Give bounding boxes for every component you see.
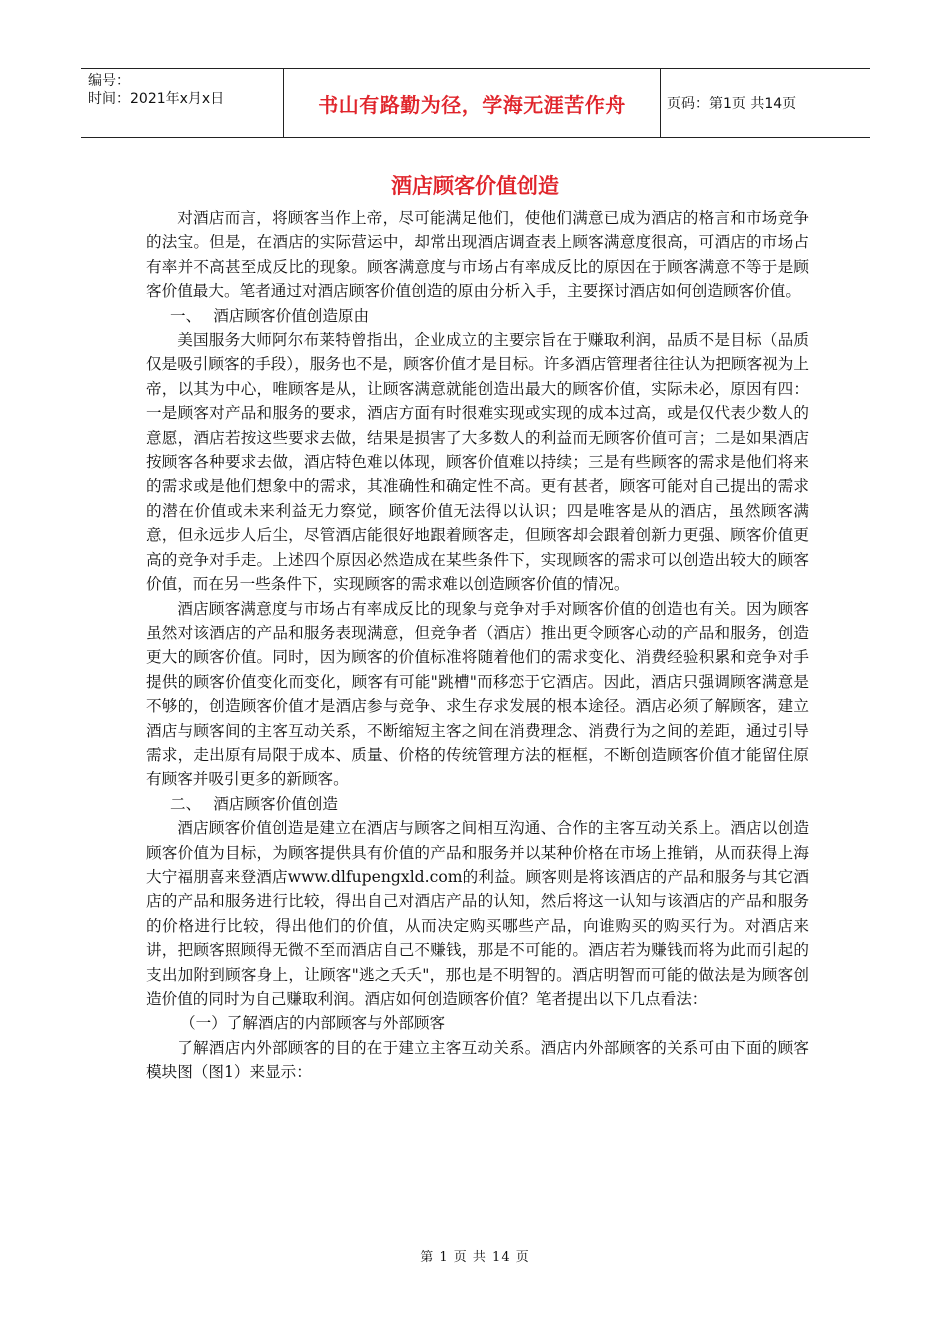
paragraph: 酒店顾客价值创造是建立在酒店与顾客之间相互沟通、合作的主客互动关系上。酒店以创造顾客价值为目标，为顾客提供具有价值的产品和服务并以某种价格在市场上推销，从而获得上海大宁福朋喜来登酒店www.dlfupengxld.com的利益。顾客则是将该酒店的产品和服务与其它酒店的产品和服务进行比较，得出自己对酒店产品的认知，然后将这一认知与该酒店的产品和服务的价格进行比较，得出他们的价值，从而决定购买哪些产品，向谁购买的购买行为。对酒店来讲，把顾客照顾得无微不至而酒店自己不赚钱，那是不可能的。酒店若为赚钱而将为此而引起的支出加附到顾客身上，让顾客"逃之夭夭"，那也是不明智的。酒店明智而可能的做法是为顾客创造价值的同时为自己赚取利润。酒店如何创造顾客价值？笔者提出以下几点看法： — [146, 819, 809, 1008]
header-page-info: 页码：第1页 共14页 — [667, 96, 797, 112]
section-heading-1 — [146, 304, 809, 328]
document-body — [146, 206, 809, 1085]
subsection-heading: （一）了解酒店的内部顾客与外部顾客 — [180, 1014, 446, 1033]
section-heading-text: 酒店顾客价值创造原由 — [213, 306, 370, 325]
header-meta — [81, 69, 284, 137]
paragraph-intro: 对酒店而言，将顾客当作上帝，尽可能满足他们，使他们满意已成为酒店的格言和市场竞争的法宝。但是，在酒店的实际营运中，却常出现酒店调查表上顾客满意度很高，可酒店的市场占有率并不高甚至成反比的现象。顾客满意度与市场占有率成反比的原因在于顾客满意不等于是顾客价值最大。笔者通过对酒店顾客价值创造的原由分析入手，主要探讨酒店如何创造顾客价值。 — [146, 209, 809, 301]
section-heading-2 — [146, 792, 809, 816]
section-heading-text: 酒店顾客价值创造 — [213, 794, 338, 813]
page-header — [81, 68, 870, 138]
document-number-label: 编号： — [88, 73, 130, 89]
section-number: 二、 — [170, 794, 202, 813]
section-number: 一、 — [170, 306, 202, 325]
page-footer: 第 1 页 共 14 页 — [420, 1250, 530, 1265]
document-date-label: 时间：2021年x月x日 — [88, 91, 225, 107]
paragraph: 酒店顾客满意度与市场占有率成反比的现象与竞争对手对顾客价值的创造也有关。因为顾客虽然对该酒店的产品和服务表现满意，但竞争者（酒店）推出更令顾客心动的产品和服务，创造更大的顾客价值。同时，因为顾客的价值标准将随着他们的需求变化、消费经验积累和竞争对手提供的顾客价值变化而变化，顾客有可能"跳槽"而移恋于它酒店。因此，酒店只强调顾客满意是不够的，创造顾客价值才是酒店参与竞争、求生存求发展的根本途径。酒店必须了解顾客，建立酒店与顾客间的主客互动关系，不断缩短主客之间在消费理念、消费行为之间的差距，通过引导需求，走出原有局限于成本、质量、价格的传统管理方法的框框，不断创造顾客价值才能留住原有顾客并吸引更多的新顾客。 — [146, 599, 809, 789]
paragraph: 美国服务大师阿尔布莱特曾指出，企业成立的主要宗旨在于赚取利润，品质不是目标（品质仅是吸引顾客的手段），服务也不是，顾客价值才是目标。许多酒店管理者往往认为把顾客视为上帝，以其为中心，唯顾客是从，让顾客满意就能创造出最大的顾客价值，实际未必，原因有四：一是顾客对产品和服务的要求，酒店方面有时很难实现或实现的成本过高，或是仅代表少数人的意愿，酒店若按这些要求去做，结果是损害了大多数人的利益而无顾客价值可言；二是如果酒店按顾客各种要求去做，酒店特色难以体现，顾客价值难以持续；三是有些顾客的需求是他们将来的需求或是他们想象中的需求，其准确性和确定性不高。更有甚者，顾客可能对自己提出的需求的潜在价值或未来利益无力察觉，顾客价值无法得以认识；四是唯客是从的酒店，虽然顾客满意，但永远步人后尘，尽管酒店能很好地跟着顾客走，但顾客却会跟着创新力更强、顾客价值更高的竞争对手走。上述四个原因必然造成在某些条件下，实现顾客的需求可以创造出较大的顾客价值，而在另一些条件下，实现顾客的需求难以创造顾客价值的情况。 — [146, 331, 809, 594]
header-slogan: 书山有路勤为径，学海无涯苦作舟 — [284, 69, 661, 137]
document-title: 酒店顾客价值创造 — [391, 173, 559, 198]
paragraph: 了解酒店内外部顾客的目的在于建立主客互动关系。酒店内外部顾客的关系可由下面的顾客模块图（图1）来显示： — [146, 1038, 809, 1082]
